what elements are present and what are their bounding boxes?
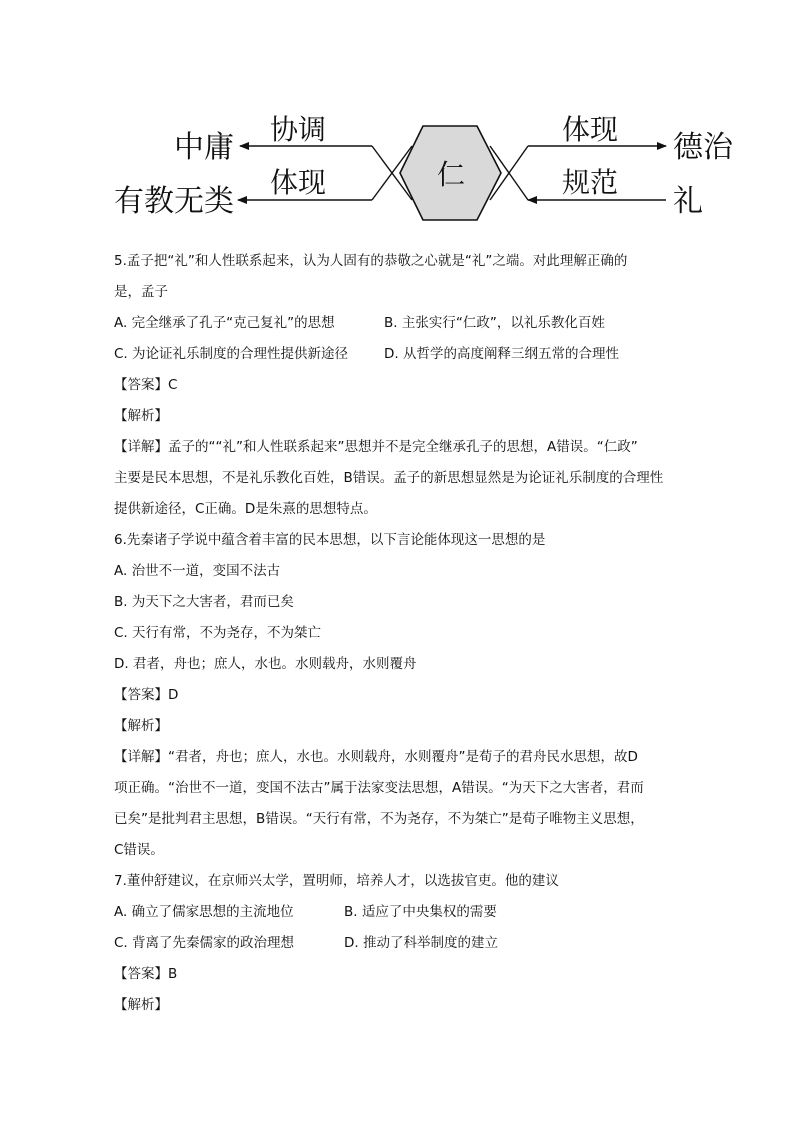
q5-options-row-2 [114, 339, 694, 370]
q6-option-b: B. 为天下之大害者，君而已矣 [114, 594, 294, 610]
label-tixian-left: 体现 [270, 166, 327, 199]
q7-option-a: A. 确立了儒家思想的主流地位 [114, 904, 294, 920]
q5-stem-line-2: 是，孟子 [114, 284, 168, 300]
q5-options-row-1 [114, 308, 694, 339]
question-content [114, 246, 694, 1021]
label-tixian-right: 体现 [562, 113, 619, 146]
q5-analysis-heading: 【解析】 [114, 408, 168, 424]
label-zhongyong: 中庸 [174, 130, 234, 165]
q6-analysis-heading: 【解析】 [114, 718, 168, 734]
q7-options-row-1 [114, 897, 694, 928]
q6-detail-line-2: 项正确。“治世不一道，变国不法古”属于法家变法思想，A错误。“为天下之大害者，君而 [114, 780, 644, 796]
q5-answer: 【答案】C [114, 377, 178, 393]
q5-detail-line-2: 主要是民本思想，不是礼乐教化百姓，B错误。孟子的新思想显然是为论证礼乐制度的合理性 [114, 470, 664, 486]
q6-stem: 6.先秦诸子学说中蕴含着丰富的民本思想，以下言论能体现这一思想的是 [114, 532, 546, 548]
label-xietiao: 协调 [270, 113, 327, 146]
label-li: 礼 [673, 184, 703, 219]
q5-option-b: B. 主张实行“仁政”，以礼乐教化百姓 [384, 315, 605, 331]
center-label: 仁 [436, 158, 466, 191]
q6-option-a: A. 治世不一道，变国不法古 [114, 563, 281, 579]
q7-answer: 【答案】B [114, 966, 178, 982]
q7-option-b: B. 适应了中央集权的需要 [344, 904, 497, 920]
q7-option-d: D. 推动了科举制度的建立 [344, 935, 498, 951]
q5-detail-line-1: 【详解】孟子的““礼”和人性联系起来”思想并不是完全继承孔子的思想，A错误。“仁政” [114, 439, 638, 455]
q6-option-d: D. 君者，舟也；庶人，水也。水则载舟，水则覆舟 [114, 656, 417, 672]
q6-answer: 【答案】D [114, 687, 179, 703]
q5-option-c: C. 为论证礼乐制度的合理性提供新途径 [114, 346, 349, 362]
label-guifan: 规范 [562, 166, 619, 199]
q5-stem-line-1: 5.孟子把“礼”和人性联系起来，认为人固有的恭敬之心就是“礼”之端。对此理解正确的 [114, 253, 628, 269]
q5-option-a: A. 完全继承了孔子“克己复礼”的思想 [114, 315, 335, 331]
concept-diagram [0, 0, 794, 240]
q7-option-c: C. 背离了先秦儒家的政治理想 [114, 935, 295, 951]
q7-options-row-2 [114, 928, 694, 959]
q7-analysis-heading: 【解析】 [114, 997, 168, 1013]
q7-stem: 7.董仲舒建议，在京师兴太学，置明师，培养人才，以选拔官吏。他的建议 [114, 873, 559, 889]
q5-detail-line-3: 提供新途径，C正确。D是朱熹的思想特点。 [114, 501, 377, 517]
q6-option-c: C. 天行有常，不为尧存，不为桀亡 [114, 625, 322, 641]
q6-detail-line-3: 已矣”是批判君主思想，B错误。“天行有常，不为尧存，不为桀亡”是荀子唯物主义思想， [114, 811, 644, 827]
q5-option-d: D. 从哲学的高度阐释三纲五常的合理性 [384, 346, 619, 362]
label-dezhi: 德治 [673, 130, 733, 165]
q6-detail-line-4: C错误。 [114, 842, 164, 858]
label-youjiaowulei: 有教无类 [114, 184, 234, 219]
q6-detail-line-1: 【详解】“君者，舟也；庶人，水也。水则载舟，水则覆舟”是荀子的君舟民水思想，故D [114, 749, 638, 765]
